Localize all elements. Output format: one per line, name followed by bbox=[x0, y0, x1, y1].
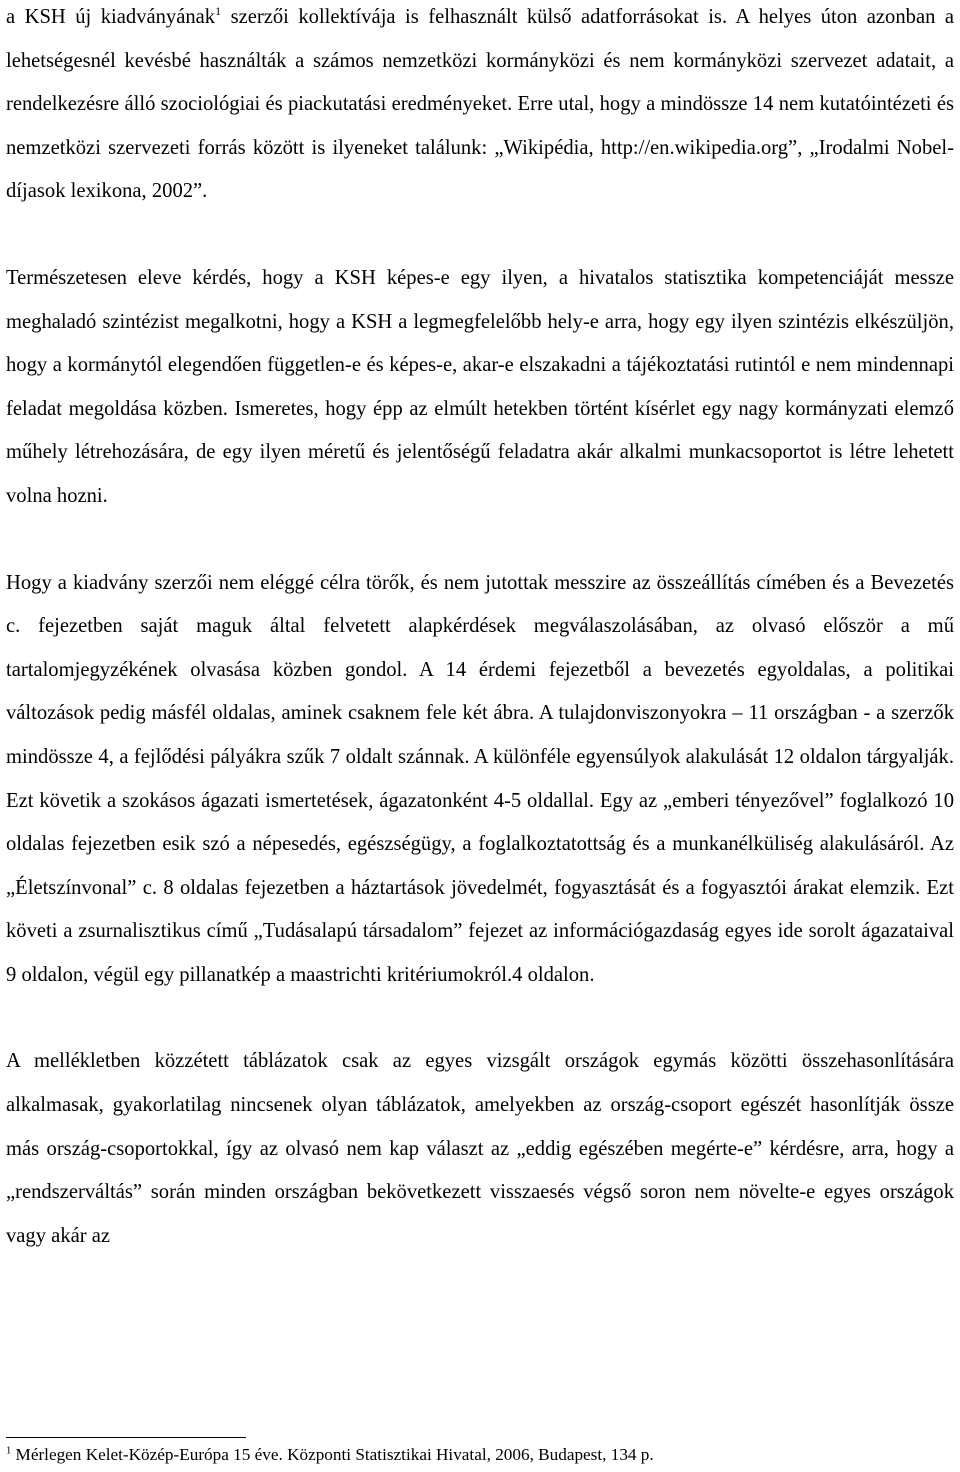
paragraph-contents-review: Hogy a kiadvány szerzői nem eléggé célra törők, és nem jutottak messzire az összeállítás címében és a Bevezetés c. fejezetben saját maguk által felvetett alapkérdések megválaszolásában, az olvasó először a mű tartalomjegyzékének olvasása közben gondol. A 14 érdemi fejezetből a bevezetés egyoldalas, a politikai változások pedig másfél oldalas, aminek csaknem fele két ábra. A tulajdonviszonyokra – 11 országban - a szerzők mindössze 4, a fejlődési pályákra szűk 7 oldalt szánnak. A különféle egyensúlyok alakulását 12 oldalon tárgyalják. Ezt követik a szokásos ágazati ismertetések, ágazatonként 4-5 oldallal. Egy az „emberi tényezővel” foglalkozó 10 oldalas fejezetben esik szó a népesedés, egészségügy, a foglalkoztatottság és a munkanélküliség alakulásáról. Az „Életszínvonal” c. 8 oldalas fejezetben a háztartások jövedelmét, fogyasztását és a fogyasztói árakat elemzik. Ezt követi a zsurnalisztikus című „Tudásalapú társadalom” fejezet az információgazdaság egyes ide sorolt ágazataival 9 oldalon, végül egy pillanatkép a maastrichti kritériumokról.4 oldalon. bbox=[6, 571, 954, 986]
footnote-separator bbox=[6, 1437, 246, 1438]
paragraph-sources-rest: szerzői kollektívája is felhasznált külső adatforrásokat is. A helyes úton azonban a lehetségesnél kevésbé használták a számos nemzetközi kormányközi és nem kormányközi szervezet adatait, a rendelkezésre álló szociológiai és piackutatási eredményeket. Erre utal, hogy a mindössze 14 nem kutatóintézeti és nemzetközi szervezeti forrás között is ilyeneket találunk: „Wikipédia, http://en.wikipedia.org”, „Irodalmi Nobel-díjasok lexikona, 2002”. bbox=[6, 6, 954, 203]
footnote bbox=[6, 1442, 954, 1468]
footnote-marker: 1 bbox=[6, 1445, 12, 1457]
document-body bbox=[6, 0, 954, 1258]
paragraph-appendix-tables: A mellékletben közzétett táblázatok csak az egyes vizsgált országok egymás közötti összehasonlítására alkalmasak, gyakorlatilag nincsenek olyan táblázatok, amelyekben az ország-csoport egészét hasonlítják össze más ország-csoportokkal, így az olvasó nem kap választ az „eddig egészében megérte-e” kérdésre, arra, hogy a „rendszerváltás” során minden országban bekövetkezett visszaesés végső soron nem növelte-e egyes országok vagy akár az bbox=[6, 1050, 954, 1247]
footnote-text: Mérlegen Kelet-Közép-Európa 15 éve. Központi Statisztikai Hivatal, 2006, Budapest, 134 p. bbox=[11, 1445, 654, 1464]
paragraph-sources bbox=[6, 0, 954, 214]
paragraph-sources-start: a KSH új kiadványának bbox=[6, 6, 216, 28]
paragraph-ksh-capability: Természetesen eleve kérdés, hogy a KSH képes-e egy ilyen, a hivatalos statisztika kompetenciáját messze meghaladó szintézist megalkotni, hogy a KSH a legmegfelelőbb hely-e arra, hogy egy ilyen szintézis elkészüljön, hogy a kormánytól elegendően független-e és képes-e, akar-e elszakadni a tájékoztatási rutintól e nem mindennapi feladat megoldása közben. Ismeretes, hogy épp az elmúlt hetekben történt kísérlet egy nagy kormányzati elemző műhely létrehozására, de egy ilyen méretű és jelentőségű feladatra akár alkalmi munkacsoportot is létre lehetett volna hozni. bbox=[6, 266, 954, 507]
footnote-reference: 1 bbox=[215, 4, 222, 19]
